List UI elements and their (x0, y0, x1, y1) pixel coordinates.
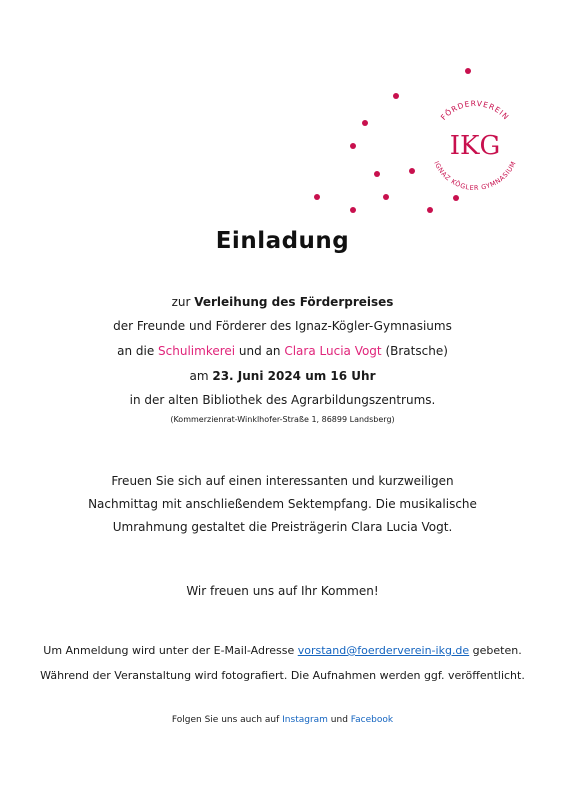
logo-letters: IKG (449, 131, 501, 161)
social-prefix: Folgen Sie uns auch auf (171, 715, 283, 725)
logo-area (0, 0, 565, 240)
body-line-2: Nachmittag mit anschließendem Sektempfang. Die musikalische (88, 497, 477, 511)
intro-line-3-mid: und an (235, 344, 285, 358)
intro-line-3-suffix: (Bratsche) (381, 344, 448, 358)
intro-line-1 (0, 294, 565, 310)
intro-line-2: der Freunde und Förderer des Ignaz-Kögler-Gymnasiums (113, 319, 452, 333)
decorative-dot (409, 168, 415, 174)
decorative-dot (427, 207, 433, 213)
intro-line-4-prefix: am (189, 369, 213, 383)
award-name: Verleihung des Förderpreises (194, 295, 394, 309)
instagram-link[interactable]: Instagram (282, 715, 328, 725)
page-title: Einladung (215, 228, 350, 254)
decorative-dot (465, 68, 471, 74)
ikg-logo (421, 92, 529, 200)
social-mid: und (327, 715, 351, 725)
decorative-dot (383, 194, 389, 200)
decorative-dot (374, 171, 380, 177)
decorative-dot (350, 207, 356, 213)
email-link[interactable]: vorstand@foerderverein-ikg.de (297, 644, 470, 657)
decorative-dot (314, 194, 320, 200)
registration-suffix: gebeten. (469, 644, 522, 657)
photo-note: Während der Veranstaltung wird fotografiert. Die Aufnahmen werden ggf. veröffentlicht. (40, 669, 525, 682)
social-line (0, 712, 565, 728)
intro-line-1-prefix: zur (171, 295, 195, 309)
winner-schulimkerei: Schulimkerei (158, 344, 236, 358)
intro-line-4 (0, 368, 565, 384)
body-line-3: Umrahmung gestaltet die Preisträgerin Clara Lucia Vogt. (112, 520, 453, 534)
decorative-dot (350, 143, 356, 149)
decorative-dot (362, 120, 368, 126)
event-date: 23. Juni 2024 um 16 Uhr (212, 369, 376, 383)
svg-text:IGNAZ KÖGLER GYMNASIUM (432, 160, 517, 192)
event-address: (Kommerzienrat-Winklhofer-Straße 1, 86899 Landsberg) (170, 415, 395, 424)
intro-line-3 (0, 343, 565, 359)
svg-text:FÖRDERVEREIN (439, 99, 511, 122)
decorative-dot (393, 93, 399, 99)
event-location: in der alten Bibliothek des Agrarbildungszentrums. (129, 393, 436, 407)
registration-line (0, 643, 565, 659)
winner-clara-lucia-vogt: Clara Lucia Vogt (284, 344, 382, 358)
welcome-text: Wir freuen uns auf Ihr Kommen! (186, 584, 379, 598)
intro-line-3-prefix: an die (117, 344, 159, 358)
logo-ring-top-text: FÖRDERVEREIN (438, 98, 512, 122)
logo-ring-bottom-text: IGNAZ KÖGLER GYMNASIUM (432, 159, 518, 193)
body-line-1: Freuen Sie sich auf einen interessanten und kurzweiligen (111, 474, 454, 488)
facebook-link[interactable]: Facebook (350, 715, 394, 725)
registration-prefix: Um Anmeldung wird unter der E-Mail-Adresse (43, 644, 298, 657)
